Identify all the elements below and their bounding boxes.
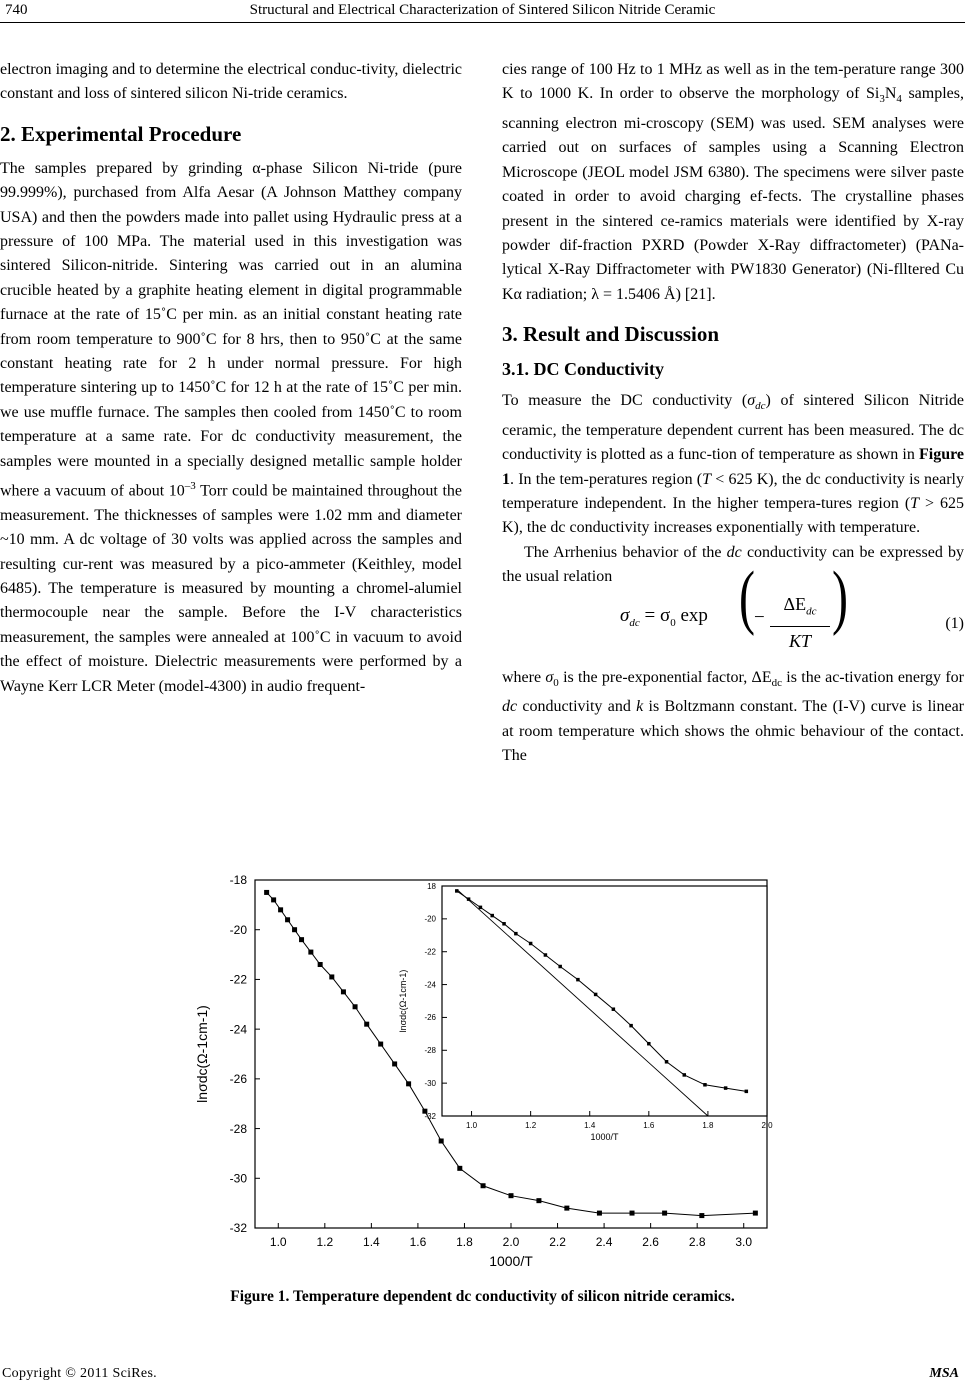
equation-fraction: $\Delta E_{dc}$ KT bbox=[770, 592, 830, 653]
inset-data-point bbox=[629, 1024, 633, 1028]
left-column bbox=[0, 58, 462, 699]
right-column bbox=[502, 58, 964, 769]
main-data-point bbox=[299, 937, 304, 942]
main-data-point bbox=[564, 1206, 569, 1211]
main-data-point bbox=[353, 1004, 358, 1009]
inset-data-point bbox=[576, 978, 580, 982]
equation-paren-left: ( bbox=[739, 557, 755, 637]
continued-paragraph: cies range of 100 Hz to 1 MHz as well as in the tem-perature range 300 K to 1000 K. In order to observe the morphology of $Si_3N_4$ samples, scanning electron mi-croscopy (SEM) was used. SEM analyses were carried out on surfaces of samples using a Scanning Electron Microscope (JEOL model JSM 6380). The specimens were silver paste coated in order to avoid charging ef-fects. The crystalline phases present in the sintered ce-ramics materials were identified by X-ray powder dif-fraction PXRD (Powder X-Ray diffractometer) (PANa-lytical X-Ray Diffractometer with PW1830 Generator) (Ni-flltered Cu Kα radiation; λ = 1.5406 Å) [21]. bbox=[502, 61, 965, 303]
inset-ytick-label: -20 bbox=[424, 914, 436, 924]
main-data-point bbox=[392, 1061, 397, 1066]
main-data-point bbox=[536, 1198, 541, 1203]
inset-ytick-label: -26 bbox=[424, 1013, 436, 1023]
header-rule bbox=[0, 22, 965, 23]
main-xtick-label: 1.8 bbox=[456, 1235, 473, 1249]
equation-lhs: $\sigma_{dc} = \sigma_0$ exp bbox=[620, 604, 708, 629]
main-ytick-label: -28 bbox=[229, 1121, 247, 1136]
inset-data-point bbox=[594, 993, 598, 997]
inset-data-point bbox=[502, 922, 506, 926]
figure-caption: Figure 1. Temperature dependent dc conductivity of silicon nitride ceramics. bbox=[230, 1288, 735, 1305]
inset-plot bbox=[398, 882, 773, 1142]
inset-ytick-label: -32 bbox=[424, 1111, 436, 1121]
main-data-point bbox=[457, 1166, 462, 1171]
main-xtick-label: 1.0 bbox=[269, 1235, 287, 1249]
equation-minus: − bbox=[754, 606, 765, 628]
main-ytick-label: -26 bbox=[229, 1072, 247, 1087]
main-data-point bbox=[662, 1211, 667, 1216]
main-data-point bbox=[329, 974, 334, 979]
main-data-point bbox=[292, 927, 297, 932]
main-xtick-label: 1.6 bbox=[409, 1235, 427, 1249]
inset-xlabel: 1000/T bbox=[590, 1132, 619, 1142]
main-data-point bbox=[509, 1193, 514, 1198]
inset-data-point bbox=[683, 1073, 687, 1077]
main-data-point bbox=[318, 962, 323, 967]
main-ytick-label: -30 bbox=[229, 1171, 247, 1186]
main-data-point bbox=[364, 1022, 369, 1027]
inset-ytick-label: -28 bbox=[424, 1046, 436, 1056]
inset-ytick-label: 18 bbox=[427, 881, 436, 891]
main-data-point bbox=[699, 1213, 704, 1218]
inset-data-point bbox=[558, 965, 562, 969]
main-xtick-label: 2.4 bbox=[595, 1235, 613, 1249]
inset-data-point bbox=[490, 914, 494, 918]
main-data-point bbox=[271, 897, 276, 902]
main-data-point bbox=[406, 1081, 411, 1086]
page-header bbox=[0, 0, 965, 24]
main-xlabel: 1000/T bbox=[489, 1253, 533, 1269]
main-xtick-label: 3.0 bbox=[735, 1235, 753, 1249]
main-xtick-label: 1.4 bbox=[363, 1235, 380, 1249]
inset-data-point bbox=[544, 953, 548, 957]
running-title: Structural and Electrical Characterization of Sintered Silicon Nitride Ceramic bbox=[249, 2, 716, 18]
main-data-point bbox=[308, 950, 313, 955]
section-2-heading: 2. Experimental Procedure bbox=[0, 121, 242, 146]
main-xtick-label: 1.2 bbox=[316, 1235, 334, 1249]
dc-conductivity-paragraph: To measure the DC conductivity $(\sigma_{dc})$ of sintered Silicon Nitride ceramic, the temperature dependent current has been measured. The dc conductivity is plotted as a func-tion of temperature as shown in Figure 1. In the tem-peratures region (T < 625 K), the dc conductivity is nearly temperature independent. In the higher tempera-tures region (T > 625 K), the dc conductivity increases exponentially with temperature. bbox=[502, 392, 965, 537]
main-ylabel: lnσdc(Ω-1cm-1) bbox=[194, 1005, 210, 1103]
main-xtick-label: 2.0 bbox=[502, 1235, 520, 1249]
main-data-point bbox=[378, 1042, 383, 1047]
inset-ytick-label: -22 bbox=[424, 947, 436, 957]
inset-data-point bbox=[745, 1090, 749, 1094]
main-ytick-label: -20 bbox=[229, 922, 247, 937]
main-data-point bbox=[753, 1211, 758, 1216]
page-number: 740 bbox=[5, 2, 28, 18]
inset-xtick-label: 1.8 bbox=[702, 1121, 714, 1130]
inset-xtick-label: 2.0 bbox=[761, 1121, 773, 1130]
inset-xtick-label: 1.4 bbox=[584, 1121, 596, 1130]
figure-1-chart bbox=[180, 870, 780, 1280]
main-data-point bbox=[481, 1183, 486, 1188]
inset-data-point bbox=[529, 942, 533, 946]
main-data-point bbox=[285, 917, 290, 922]
where-paragraph: where $\sigma_0$ is the pre-exponential factor, $\Delta E_{dc}$ is the ac-tivation energy for dc conductivity and k is Boltzmann constant. The (I-V) curve is linear at room temperature which shows the ohmic behaviour of the contact. The bbox=[502, 668, 965, 765]
main-data-point bbox=[264, 890, 269, 895]
main-ytick-label: -22 bbox=[229, 972, 247, 987]
main-ytick-label: -24 bbox=[229, 1022, 247, 1037]
inset-data-point bbox=[514, 932, 518, 935]
main-data-point bbox=[439, 1139, 444, 1144]
main-xtick-label: 2.8 bbox=[688, 1235, 706, 1249]
equation-number: (1) bbox=[945, 614, 964, 632]
journal-abbrev: MSA bbox=[929, 1366, 959, 1381]
main-data-point bbox=[341, 989, 346, 994]
inset-xtick-label: 1.6 bbox=[643, 1121, 655, 1130]
main-ytick-label: -18 bbox=[229, 873, 247, 888]
inset-ytick-label: -30 bbox=[424, 1078, 436, 1088]
copyright-text: Copyright © 2011 SciRes. bbox=[2, 1366, 157, 1381]
section-3-1-heading: 3.1. DC Conductivity bbox=[502, 359, 665, 380]
inset-data-point bbox=[665, 1060, 669, 1064]
main-xtick-label: 2.2 bbox=[549, 1235, 566, 1249]
main-data-point bbox=[597, 1211, 602, 1216]
inset-xtick-label: 1.0 bbox=[465, 1121, 478, 1130]
inset-data-point bbox=[612, 1007, 616, 1011]
inset-ytick-label: -24 bbox=[424, 980, 436, 990]
intro-paragraph: electron imaging and to determine the electrical conduc-tivity, dielectric constant and loss of sintered silicon Ni-tride ceramics. bbox=[0, 61, 462, 103]
inset-data-point bbox=[724, 1086, 728, 1090]
equation-paren-right: ) bbox=[832, 557, 848, 637]
main-data-point bbox=[278, 907, 283, 912]
inset-data-point bbox=[703, 1083, 707, 1087]
main-ytick-label: -32 bbox=[229, 1221, 247, 1236]
arrhenius-paragraph: The Arrhenius behavior of the dc conductivity can be expressed by the usual relation bbox=[502, 543, 965, 586]
main-data-point bbox=[630, 1211, 635, 1216]
section-2-paragraph: The samples prepared by grinding α-phase Silicon Ni-tride (pure 99.999%), purchased from Alfa Aesar (A Johnson Matthey company USA) and then the powders made into pallet using Hydraulic press at a pressure of 100 MPa. The material used in this investigation was sintered Silicon-nitride. Sintering was carried out in an alumina crucible heated by a graphite heating element in digital programmable furnace at the rate of 15˚C per min. as an initial constant heating rate from room temperature to 900˚C for 8 hrs, then to 950˚C at the same constant heating rate for 2 h under normal pressure. For high temperature sintering up to 1450˚C for 12 h at the rate of 15˚C per min. we use muffle furnace. The samples then cooled from 1450˚C to room temperature at a same rate. For dc conductivity measurement, the samples were mounted in a specially designed metallic sample holder where a vacuum of about $10^{-3}$ Torr could be maintained throughout the measurement. The thicknesses of samples were 1.02 mm and diameter ~10 mm. A dc voltage of 30 volts was applied across the samples and resulting cur-rent was measured by a pico-ammeter (Keithley, model 6485). The temperature is measured by mounting a chromel-alumiel thermocouple near the sample. Before the I-V characteristics measurement, the samples were annealed at 100˚C in vacuum to avoid the effect of moisture. Dielectric measurements were performed by a Wayne Kerr LCR Meter (model-4300) in audio frequent- bbox=[0, 159, 462, 695]
inset-data-point bbox=[647, 1042, 651, 1046]
inset-ylabel: lnσdc(Ω-1cm-1) bbox=[398, 969, 408, 1033]
inset-data-point bbox=[479, 906, 483, 910]
inset-xtick-label: 1.2 bbox=[525, 1121, 537, 1130]
section-3-heading: 3. Result and Discussion bbox=[502, 322, 720, 347]
main-xtick-label: 2.6 bbox=[642, 1235, 659, 1249]
